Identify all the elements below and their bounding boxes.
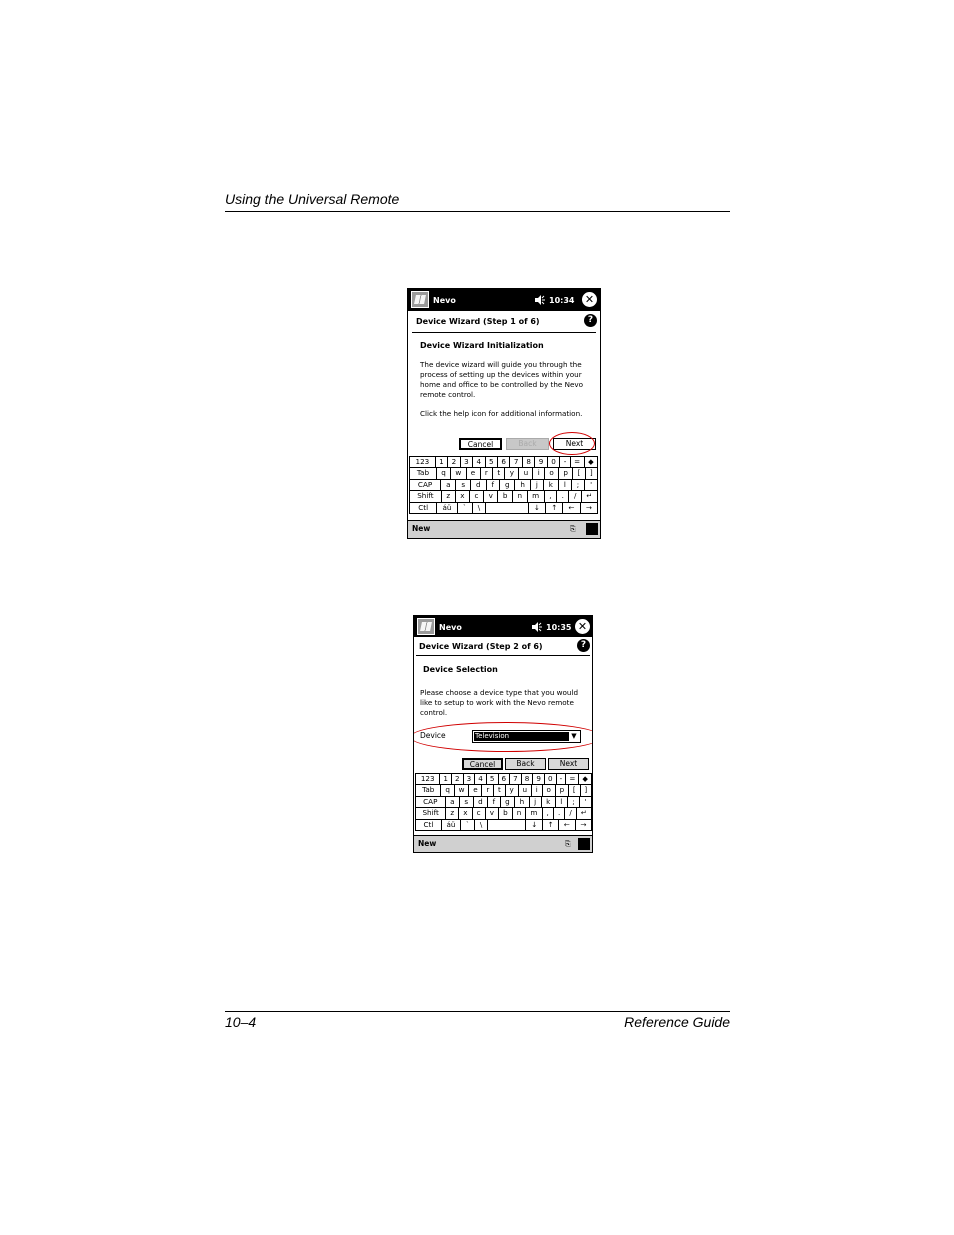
keyboard-key[interactable]: ← (558, 819, 575, 831)
keyboard-key[interactable]: x (458, 807, 472, 819)
keyboard-key[interactable]: ↓ (525, 819, 542, 831)
next-button[interactable]: Next (548, 758, 589, 770)
keyboard-key[interactable]: 9 (534, 456, 547, 468)
keyboard-key[interactable]: \ (474, 819, 488, 831)
guide-title: Reference Guide (624, 1014, 730, 1030)
keyboard-key[interactable]: ◆ (578, 773, 592, 785)
sip-icon[interactable]: ⎘ (565, 840, 571, 848)
keyboard-key[interactable]: e (466, 467, 481, 479)
keyboard-key[interactable]: 2 (451, 773, 464, 785)
keyboard-key[interactable]: 6 (498, 773, 511, 785)
keyboard-key[interactable]: 3 (463, 773, 476, 785)
keyboard-key[interactable]: s (455, 479, 471, 491)
keyboard-key[interactable]: 6 (497, 456, 510, 468)
keyboard-key[interactable]: \ (472, 502, 487, 514)
keyboard-key[interactable]: x (455, 490, 470, 502)
keyboard-key[interactable]: l (558, 479, 572, 491)
keyboard-key[interactable]: Shift (415, 807, 446, 819)
keyboard-key[interactable]: 8 (521, 773, 534, 785)
key-space[interactable] (485, 502, 528, 514)
keyboard-key[interactable]: 5 (486, 773, 499, 785)
keyboard-key[interactable]: n (512, 490, 528, 502)
keyboard-key[interactable]: . (553, 807, 565, 819)
keyboard-key[interactable]: / (568, 490, 581, 502)
keyboard-key[interactable]: k (543, 479, 559, 491)
keyboard-key[interactable]: r (480, 467, 494, 479)
help-hint: Click the help icon for additional information. (420, 409, 583, 418)
keyboard-key[interactable]: áü (436, 502, 457, 514)
body-text: The device wizard will guide you through the process of setting up the devices within your home and office to be controlled by the Nevo remote control. (420, 360, 584, 399)
app-name: Nevo (433, 296, 456, 305)
key-space[interactable] (487, 819, 526, 831)
keyboard-key[interactable]: a (440, 479, 456, 491)
running-header: Using the Universal Remote (225, 191, 400, 207)
keyboard-key[interactable]: ` (460, 819, 475, 831)
keyboard-key[interactable]: ↵ (581, 490, 598, 502)
keyboard-key[interactable]: g (499, 479, 515, 491)
keyboard-key[interactable]: ] (585, 467, 598, 479)
keyboard-key[interactable]: áü (441, 819, 461, 831)
sip-icon[interactable]: ⎘ (570, 525, 576, 533)
keyboard-key[interactable]: n (512, 807, 527, 819)
keyboard-key[interactable]: ' (579, 796, 592, 808)
keyboard-key[interactable]: 2 (447, 456, 460, 468)
speaker-icon[interactable] (535, 295, 545, 305)
header-rule (225, 211, 730, 212)
highlight-ellipse (549, 432, 595, 455)
keyboard-key[interactable]: z (441, 490, 456, 502)
divider (416, 655, 590, 656)
new-menu[interactable]: New (412, 524, 431, 533)
keyboard-key[interactable]: ↑ (542, 819, 559, 831)
step-title: Device Wizard (Step 2 of 6) (419, 642, 543, 651)
keyboard-key[interactable]: f (486, 479, 500, 491)
keyboard-key[interactable]: ; (567, 796, 580, 808)
keyboard-key[interactable]: u (518, 784, 532, 796)
keyboard-key[interactable]: w (450, 467, 466, 479)
keyboard-key[interactable]: 7 (509, 456, 522, 468)
keyboard-key[interactable]: i (531, 784, 543, 796)
menu-bar (414, 835, 592, 852)
keyboard-key[interactable]: e (468, 784, 482, 796)
keyboard-key[interactable]: - (556, 773, 567, 785)
keyboard-key[interactable]: ' (584, 479, 598, 491)
help-icon[interactable]: ? (584, 314, 597, 327)
keyboard-key[interactable]: y (505, 784, 519, 796)
keyboard-key[interactable]: p (558, 467, 573, 479)
divider (412, 332, 596, 333)
keyboard-key[interactable]: → (575, 819, 592, 831)
keyboard-key[interactable]: , (542, 807, 554, 819)
keyboard-key[interactable]: → (580, 502, 598, 514)
keyboard-key[interactable]: d (470, 479, 486, 491)
keyboard-row (416, 820, 592, 831)
keyboard-key[interactable]: r (481, 784, 494, 796)
footer-rule (225, 1011, 730, 1012)
keyboard-key[interactable]: j (529, 796, 542, 808)
keyboard-key[interactable]: h (514, 796, 530, 808)
device-value: Television (474, 732, 569, 741)
keyboard-key[interactable]: m (525, 807, 542, 819)
keyboard-key[interactable]: Ctl (409, 502, 437, 514)
screenshot-step-2 (413, 615, 593, 853)
keyboard-key[interactable]: a (445, 796, 460, 808)
section-title: Device Wizard Initialization (420, 341, 544, 350)
keyboard-key[interactable]: u (518, 467, 533, 479)
clock[interactable]: 10:35 (546, 623, 572, 632)
keyboard-key[interactable]: 0 (547, 456, 560, 468)
keyboard-key[interactable]: q (436, 467, 451, 479)
keyboard-key[interactable]: c (469, 490, 484, 502)
keyboard-key[interactable]: b (497, 490, 513, 502)
keyboard-key[interactable]: p (555, 784, 569, 796)
keyboard-key[interactable]: q (440, 784, 454, 796)
keyboard-key[interactable]: f (487, 796, 500, 808)
keyboard-key[interactable]: ← (562, 502, 580, 514)
close-icon[interactable]: ✕ (582, 292, 597, 307)
keyboard-key[interactable]: b (498, 807, 513, 819)
keyboard-key[interactable]: ; (571, 479, 585, 491)
keyboard-icon[interactable] (586, 523, 598, 535)
highlight-ellipse (413, 722, 593, 752)
keyboard-key[interactable]: 123 (409, 456, 436, 468)
back-button[interactable]: Back (505, 758, 546, 770)
keyboard-key[interactable]: c (472, 807, 486, 819)
keyboard-icon[interactable] (578, 838, 590, 850)
keyboard-key[interactable]: ] (580, 784, 593, 796)
keyboard-key[interactable]: CAP (409, 479, 441, 491)
keyboard-key[interactable]: 8 (522, 456, 535, 468)
keyboard-key[interactable]: 7 (509, 773, 522, 785)
keyboard-key[interactable]: 3 (460, 456, 473, 468)
page-number: 10–4 (225, 1014, 257, 1030)
keyboard-key[interactable]: - (559, 456, 570, 468)
windows-start-icon[interactable] (417, 618, 435, 635)
keyboard-key[interactable]: t (492, 467, 505, 479)
cancel-button[interactable]: Cancel (462, 758, 503, 770)
keyboard-key[interactable]: 5 (485, 456, 498, 468)
windows-start-icon[interactable] (411, 291, 429, 308)
chevron-down-icon[interactable]: ▼ (571, 732, 577, 740)
keyboard-key[interactable]: h (514, 479, 530, 491)
keyboard-key[interactable]: Tab (415, 784, 441, 796)
keyboard-key[interactable]: Shift (409, 490, 442, 502)
keyboard-key[interactable]: [ (572, 467, 585, 479)
title-bar (414, 616, 592, 637)
keyboard-key[interactable]: o (544, 467, 559, 479)
title-bar (408, 289, 600, 311)
keyboard-key[interactable]: 1 (435, 456, 448, 468)
keyboard-key[interactable]: / (564, 807, 577, 819)
section-title: Device Selection (423, 665, 498, 674)
keyboard-key[interactable]: i (532, 467, 545, 479)
keyboard-key[interactable]: CAP (415, 796, 446, 808)
speaker-icon[interactable] (532, 622, 542, 632)
keyboard-key[interactable]: s (459, 796, 474, 808)
body-text: Please choose a device type that you would like to setup to work with the Nevo remote control. (420, 688, 579, 717)
new-menu[interactable]: New (418, 839, 437, 848)
keyboard-key[interactable]: Ctl (415, 819, 442, 831)
back-button[interactable]: Back (506, 438, 549, 450)
keyboard-key[interactable]: k (541, 796, 556, 808)
keyboard-key[interactable]: [ (568, 784, 581, 796)
keyboard-key[interactable]: w (454, 784, 470, 796)
clock[interactable]: 10:34 (549, 296, 575, 305)
keyboard-key[interactable]: . (556, 490, 569, 502)
keyboard-key[interactable]: 9 (532, 773, 545, 785)
keyboard-key[interactable]: g (500, 796, 516, 808)
keyboard-row (410, 503, 598, 514)
keyboard-key[interactable]: 4 (472, 456, 485, 468)
step-title: Device Wizard (Step 1 of 6) (416, 317, 540, 326)
keyboard-key[interactable]: m (527, 490, 545, 502)
cancel-button[interactable]: Cancel (459, 438, 502, 450)
keyboard-key[interactable]: 123 (415, 773, 440, 785)
keyboard-key[interactable]: 0 (544, 773, 557, 785)
next-button[interactable]: Next (553, 438, 596, 450)
help-icon[interactable]: ? (577, 639, 590, 652)
app-name: Nevo (439, 623, 462, 632)
keyboard-key[interactable]: Tab (409, 467, 437, 479)
keyboard-key[interactable]: j (530, 479, 544, 491)
keyboard-key[interactable]: t (493, 784, 506, 796)
keyboard-key[interactable]: v (485, 807, 499, 819)
close-icon[interactable]: ✕ (575, 619, 590, 634)
keyboard-key[interactable]: v (483, 490, 498, 502)
keyboard-key[interactable]: = (570, 456, 585, 468)
keyboard-key[interactable]: 4 (474, 773, 487, 785)
keyboard-key[interactable]: y (504, 467, 519, 479)
keyboard-key[interactable]: z (445, 807, 459, 819)
keyboard-key[interactable]: o (542, 784, 556, 796)
menu-bar (408, 520, 600, 538)
keyboard-key[interactable]: = (565, 773, 579, 785)
keyboard-key[interactable]: ↵ (576, 807, 592, 819)
keyboard-key[interactable]: ↑ (545, 502, 563, 514)
keyboard-key[interactable]: ↓ (528, 502, 546, 514)
keyboard-key[interactable]: 1 (439, 773, 452, 785)
keyboard-key[interactable]: d (473, 796, 489, 808)
keyboard-key[interactable]: , (544, 490, 557, 502)
device-label: Device (420, 731, 446, 740)
soft-keyboard (410, 457, 598, 514)
soft-keyboard (416, 774, 592, 831)
keyboard-key[interactable]: ` (457, 502, 473, 514)
keyboard-key[interactable]: ◆ (584, 456, 598, 468)
screenshot-step-1 (407, 288, 601, 539)
keyboard-key[interactable]: l (555, 796, 568, 808)
